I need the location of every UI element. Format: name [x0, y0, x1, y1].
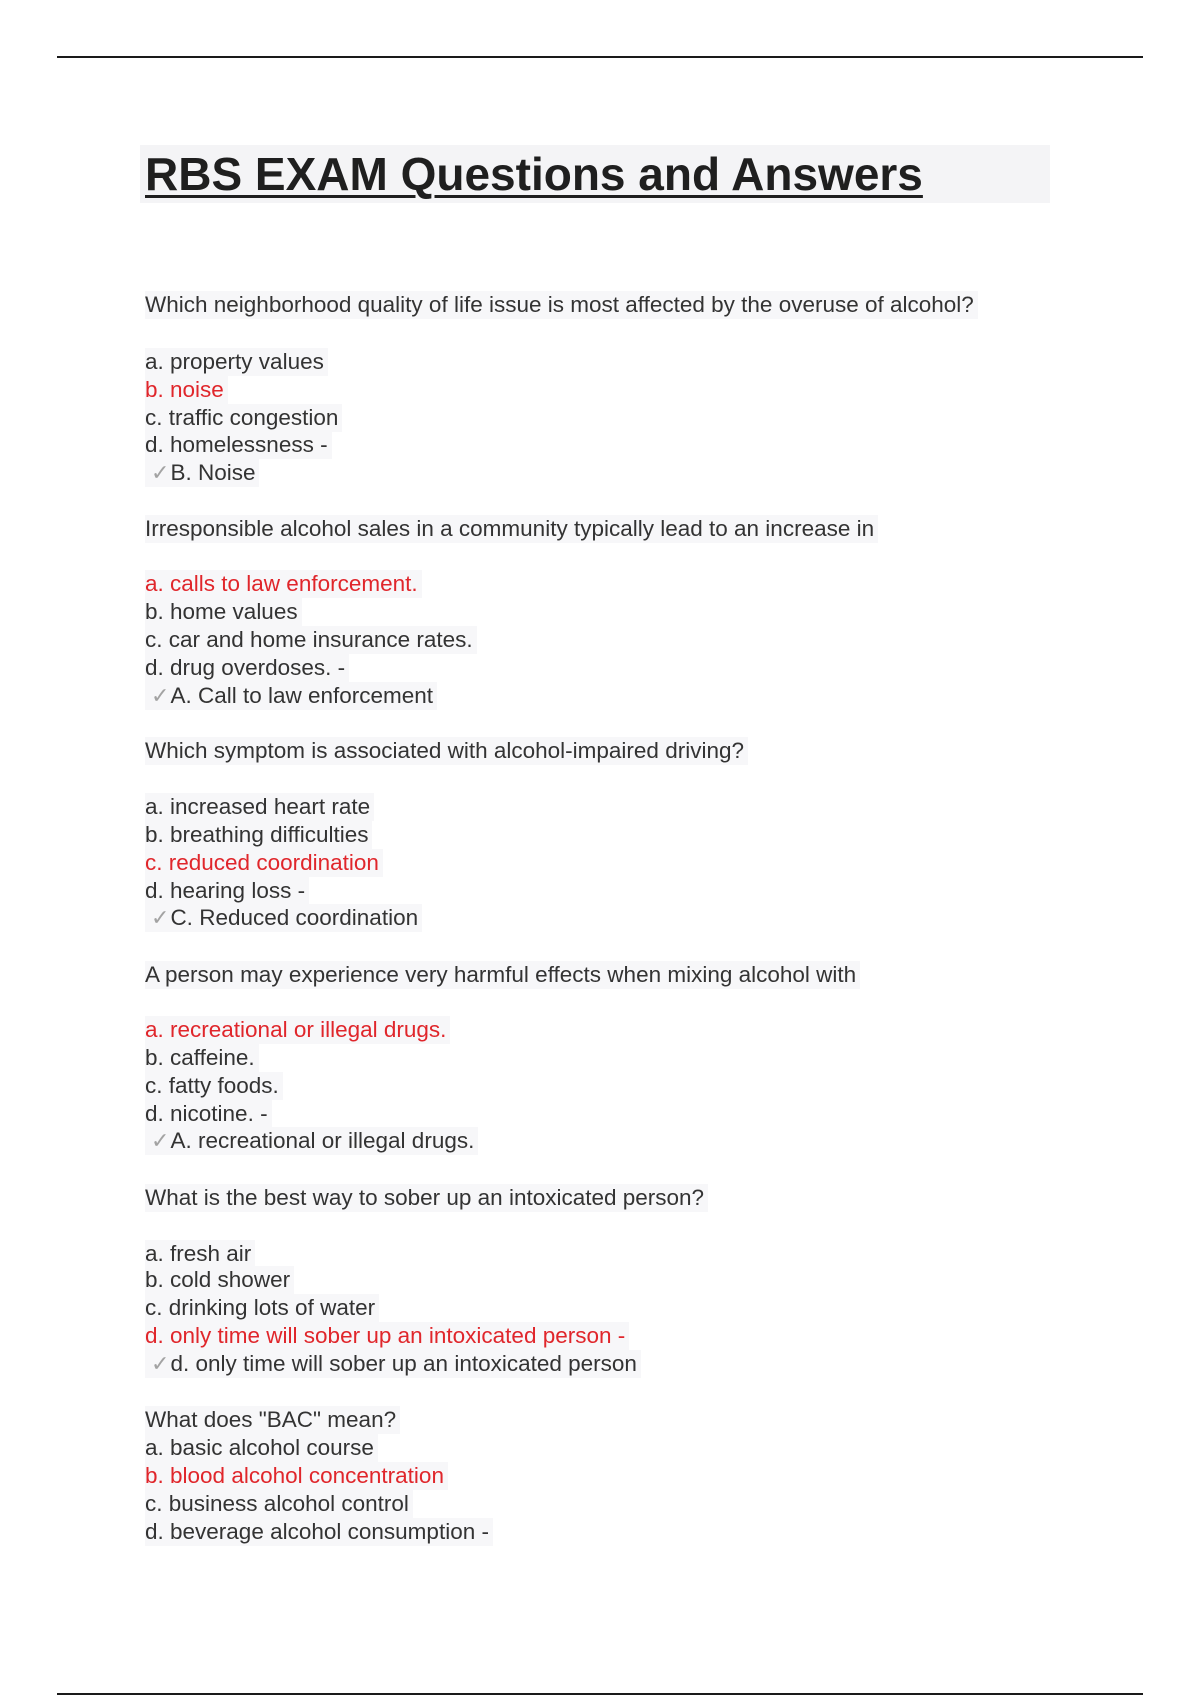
- answer-option: b. cold shower: [145, 1266, 294, 1294]
- answer-option: c. car and home insurance rates.: [145, 626, 477, 654]
- checkmark-icon: ✓: [151, 905, 170, 930]
- correct-option: b. blood alcohol concentration: [145, 1462, 448, 1490]
- answer-key: [145, 682, 437, 710]
- answer-option: d. hearing loss -: [145, 877, 309, 905]
- answer-option: c. business alcohol control: [145, 1490, 413, 1518]
- question-stem: Which symptom is associated with alcohol-impaired driving?: [145, 737, 748, 765]
- answer-option: d. nicotine. -: [145, 1100, 272, 1128]
- answer-key-text: A. recreational or illegal drugs.: [170, 1128, 475, 1153]
- answer-option: b. caffeine.: [145, 1044, 259, 1072]
- checkmark-icon: ✓: [151, 683, 170, 708]
- answer-key-text: d. only time will sober up an intoxicated person: [170, 1351, 637, 1376]
- answer-key: [145, 1127, 478, 1155]
- answer-option: a. fresh air: [145, 1240, 255, 1268]
- question-stem: Irresponsible alcohol sales in a community typically lead to an increase in: [145, 515, 878, 543]
- answer-option: d. homelessness -: [145, 431, 332, 459]
- checkmark-icon: ✓: [151, 460, 170, 485]
- correct-option: a. calls to law enforcement.: [145, 570, 422, 598]
- correct-option: b. noise: [145, 376, 228, 404]
- correct-option: c. reduced coordination: [145, 849, 383, 877]
- answer-option: b. home values: [145, 598, 302, 626]
- answer-option: a. basic alcohol course: [145, 1434, 378, 1462]
- header-rule: [57, 56, 1143, 58]
- answer-option: a. property values: [145, 348, 328, 376]
- answer-key-text: C. Reduced coordination: [170, 905, 419, 930]
- answer-option: d. beverage alcohol consumption -: [145, 1518, 493, 1546]
- answer-option: b. breathing difficulties: [145, 821, 372, 849]
- answer-key: [145, 904, 422, 932]
- answer-option: d. drug overdoses. -: [145, 654, 349, 682]
- answer-key: [145, 459, 259, 487]
- answer-key: [145, 1350, 641, 1378]
- correct-option: a. recreational or illegal drugs.: [145, 1016, 450, 1044]
- answer-key-text: B. Noise: [170, 460, 256, 485]
- answer-option: c. drinking lots of water: [145, 1294, 379, 1322]
- answer-option: a. increased heart rate: [145, 793, 374, 821]
- footer-rule: [57, 1693, 1143, 1695]
- question-stem: A person may experience very harmful effects when mixing alcohol with: [145, 961, 860, 989]
- question-stem: What does "BAC" mean?: [145, 1406, 400, 1434]
- answer-option: c. traffic congestion: [145, 404, 342, 432]
- page-title: RBS EXAM Questions and Answers: [145, 148, 923, 200]
- answer-key-text: A. Call to law enforcement: [170, 683, 434, 708]
- question-stem: Which neighborhood quality of life issue is most affected by the overuse of alcohol?: [145, 291, 978, 319]
- question-stem: What is the best way to sober up an intoxicated person?: [145, 1184, 708, 1212]
- checkmark-icon: ✓: [151, 1128, 170, 1153]
- answer-option: c. fatty foods.: [145, 1072, 283, 1100]
- correct-option: d. only time will sober up an intoxicated person -: [145, 1322, 629, 1350]
- checkmark-icon: ✓: [151, 1351, 170, 1376]
